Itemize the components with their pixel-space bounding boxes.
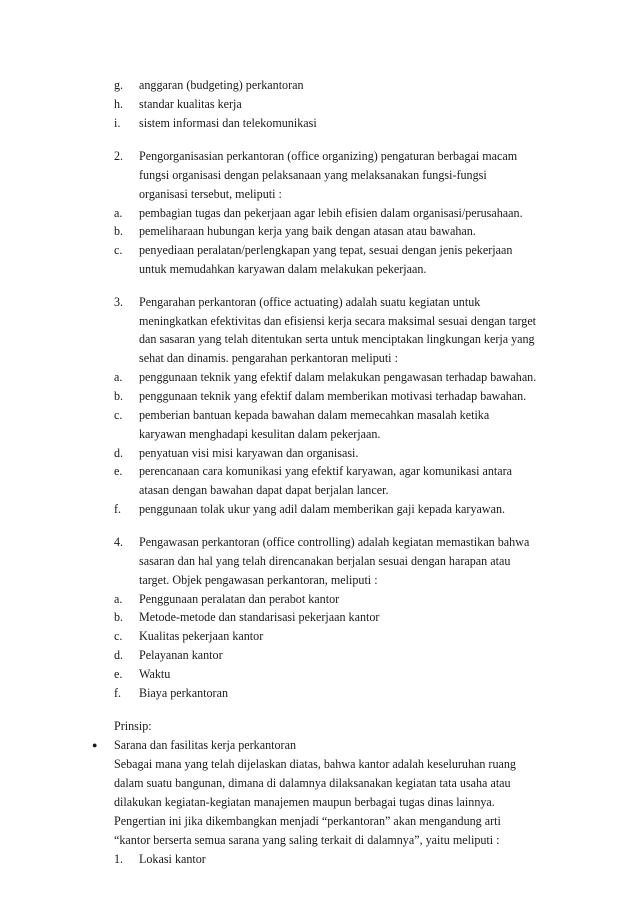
line-text: sehat dan dinamis. pengarahan perkantoran meliputi : bbox=[139, 351, 398, 365]
line-text: organisasi tersebut, meliputi : bbox=[139, 187, 282, 201]
document-line bbox=[0, 646, 638, 664]
paragraph-line bbox=[0, 812, 638, 830]
paragraph-line bbox=[0, 774, 638, 792]
document-line bbox=[0, 95, 638, 113]
list-marker: b. bbox=[114, 610, 124, 624]
paragraph-line bbox=[0, 755, 638, 773]
line-text: Kualitas pekerjaan kantor bbox=[139, 629, 264, 643]
prinsip-heading bbox=[0, 717, 638, 735]
line-text: penyediaan peralatan/perlengkapan yang tepat, sesuai dengan jenis pekerjaan bbox=[139, 243, 513, 257]
list-marker: h. bbox=[114, 97, 124, 111]
document-line bbox=[0, 76, 638, 94]
document-line bbox=[0, 387, 638, 405]
paragraph-text: dalam suatu bangunan, dimana di dalamnya dilaksanakan kegiatan tata usaha atau bbox=[114, 776, 511, 790]
document-line bbox=[0, 500, 638, 518]
document-line bbox=[0, 444, 638, 462]
paragraph-text: “kantor berserta semua sarana yang saling terkait di dalamnya”, yaitu meliputi : bbox=[114, 833, 500, 847]
line-text: penggunaan tolak ukur yang adil dalam memberikan gaji kepada karyawan. bbox=[139, 502, 506, 516]
list-marker: d. bbox=[114, 446, 124, 460]
list-marker: 2. bbox=[114, 149, 124, 163]
paragraph-line bbox=[0, 831, 638, 849]
paragraph-text: Pengertian ini jika dikembangkan menjadi “perkantoran” akan mengandung arti bbox=[114, 814, 501, 828]
line-text: perencanaan cara komunikasi yang efektif karyawan, agar komunikasi antara bbox=[139, 464, 513, 478]
line-text: Pengarahan perkantoran (office actuating) adalah suatu kegiatan untuk bbox=[139, 295, 481, 309]
list-marker: i. bbox=[114, 116, 121, 130]
bullet-icon: ● bbox=[92, 740, 98, 750]
list-marker: f. bbox=[114, 502, 122, 516]
line-text: meningkatkan efektivitas dan efisiensi kerja secara maksimal sesuai dengan target bbox=[139, 314, 537, 328]
document-line bbox=[0, 627, 638, 645]
line-text: Metode-metode dan standarisasi pekerjaan kantor bbox=[139, 610, 380, 624]
bullet-item bbox=[0, 736, 638, 754]
document-line bbox=[0, 185, 638, 203]
list-marker: e. bbox=[114, 464, 123, 478]
list-marker: c. bbox=[114, 408, 123, 422]
list-marker: d. bbox=[114, 648, 124, 662]
document-line bbox=[0, 147, 638, 165]
line-text: fungsi organisasi dengan pelaksanaan yang melaksanakan fungsi-fungsi bbox=[139, 168, 487, 182]
list-marker: e. bbox=[114, 667, 123, 681]
list-marker: b. bbox=[114, 224, 124, 238]
line-text: penggunaan teknik yang efektif dalam melakukan pengawasan terhadap bawahan. bbox=[139, 370, 537, 384]
document-line bbox=[0, 260, 638, 278]
line-text: untuk memudahkan karyawan dalam melakukan pekerjaan. bbox=[139, 262, 427, 276]
document-line bbox=[0, 114, 638, 132]
document-line bbox=[0, 312, 638, 330]
document-line bbox=[0, 368, 638, 386]
list-marker: c. bbox=[114, 629, 123, 643]
document-line bbox=[0, 425, 638, 443]
document-line bbox=[0, 293, 638, 311]
list-marker: a. bbox=[114, 370, 123, 384]
document-line bbox=[0, 590, 638, 608]
document-line bbox=[0, 166, 638, 184]
line-text: Pelayanan kantor bbox=[139, 648, 223, 662]
line-text: Pengorganisasian perkantoran (office organizing) pengaturan berbagai macam bbox=[139, 149, 518, 163]
document-line bbox=[0, 462, 638, 480]
line-text: penggunaan teknik yang efektif dalam memberikan motivasi terhadap bawahan. bbox=[139, 389, 527, 403]
line-text: Biaya perkantoran bbox=[139, 686, 228, 700]
document-line bbox=[0, 571, 638, 589]
line-text: pemberian bantuan kepada bawahan dalam memecahkan masalah ketika bbox=[139, 408, 490, 422]
list-marker: c. bbox=[114, 243, 123, 257]
line-text: penyatuan visi misi karyawan dan organisasi. bbox=[139, 446, 359, 460]
document-line bbox=[0, 608, 638, 626]
document-line bbox=[0, 349, 638, 367]
line-text: Pengawasan perkantoran (office controlling) adalah kegiatan memastikan bahwa bbox=[139, 535, 530, 549]
paragraph-text: Sebagai mana yang telah dijelaskan diatas, bahwa kantor adalah keseluruhan ruang bbox=[114, 757, 516, 771]
document-line bbox=[0, 406, 638, 424]
line-text: pemeliharaan hubungan kerja yang baik dengan atasan atau bawahan. bbox=[139, 224, 476, 238]
list-marker: 4. bbox=[114, 535, 124, 549]
document-line bbox=[0, 552, 638, 570]
list-marker: f. bbox=[114, 686, 122, 700]
document-line bbox=[0, 481, 638, 499]
line-text: anggaran (budgeting) perkantoran bbox=[139, 78, 304, 92]
line-text: sistem informasi dan telekomunikasi bbox=[139, 116, 317, 130]
document-line bbox=[0, 241, 638, 259]
list-marker: g. bbox=[114, 78, 124, 92]
line-text: dan sasaran yang telah ditentukan serta untuk menciptakan lingkungan kerja yang bbox=[139, 332, 535, 346]
list-marker: 3. bbox=[114, 295, 124, 309]
section-heading: Prinsip: bbox=[114, 719, 152, 733]
document-line bbox=[0, 665, 638, 683]
line-text: atasan dengan bawahan dapat dapat berjalan lancer. bbox=[139, 483, 389, 497]
list-item bbox=[0, 850, 638, 868]
document-line bbox=[0, 204, 638, 222]
document-line bbox=[0, 330, 638, 348]
paragraph-text: dilakukan kegiatan-kegiatan manajemen maupun berbagai tugas dinas lainnya. bbox=[114, 795, 495, 809]
list-marker: a. bbox=[114, 206, 123, 220]
line-text: Lokasi kantor bbox=[139, 852, 206, 866]
line-text: Waktu bbox=[139, 667, 171, 681]
line-text: pembagian tugas dan pekerjaan agar lebih efisien dalam organisasi/perusahaan. bbox=[139, 206, 523, 220]
line-text: sasaran dan hal yang telah direncanakan berjalan sesuai dengan harapan atau bbox=[139, 554, 511, 568]
paragraph-line bbox=[0, 793, 638, 811]
document-line bbox=[0, 684, 638, 702]
document-line bbox=[0, 222, 638, 240]
list-marker: a. bbox=[114, 592, 123, 606]
list-marker: 1. bbox=[114, 852, 124, 866]
line-text: standar kualitas kerja bbox=[139, 97, 242, 111]
line-text: Penggunaan peralatan dan perabot kantor bbox=[139, 592, 340, 606]
list-marker: b. bbox=[114, 389, 124, 403]
line-text: target. Objek pengawasan perkantoran, meliputi : bbox=[139, 573, 378, 587]
document-line bbox=[0, 533, 638, 551]
bullet-text: Sarana dan fasilitas kerja perkantoran bbox=[114, 738, 296, 752]
line-text: karyawan menghadapi kesulitan dalam pekerjaan. bbox=[139, 427, 381, 441]
